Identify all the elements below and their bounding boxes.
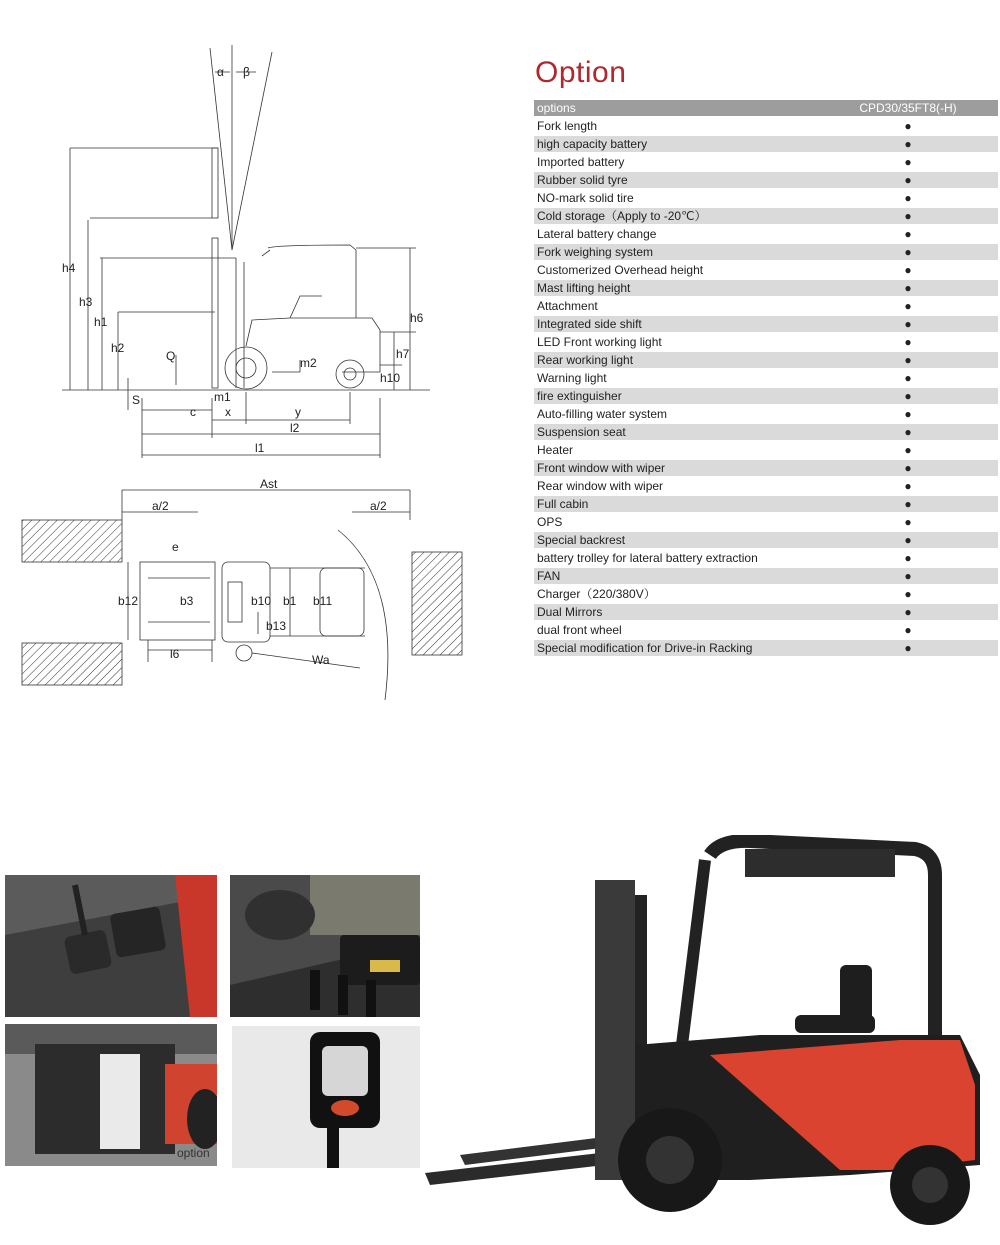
- option-table-header: [534, 100, 998, 116]
- option-row: [534, 550, 998, 566]
- option-label: battery trolley for lateral battery extraction: [537, 551, 758, 565]
- option-mark: ●: [904, 155, 912, 169]
- pedal-photo: [5, 875, 217, 1017]
- b10-label: b10: [251, 594, 272, 608]
- option-mark: ●: [904, 191, 912, 205]
- option-mark: ●: [904, 299, 912, 313]
- option-row: [534, 442, 998, 458]
- option-table: [534, 98, 998, 658]
- option-mark: ●: [848, 496, 998, 512]
- l6-label: l6: [170, 647, 180, 661]
- option-mark: ●: [848, 604, 998, 620]
- option-row: [534, 208, 998, 224]
- option-mark: ●: [848, 640, 998, 656]
- option-row: [534, 424, 998, 440]
- h4-label: h4: [62, 261, 76, 275]
- option-mark: ●: [848, 388, 998, 404]
- h6-label: h6: [410, 311, 424, 325]
- Wa-label: Wa: [312, 653, 330, 667]
- a2-left-label: a/2: [152, 499, 169, 513]
- option-row: [534, 298, 998, 314]
- work-light-photo: [232, 1026, 446, 1168]
- b3-label: b3: [180, 594, 194, 608]
- option-row: [534, 496, 998, 512]
- option-label: Fork length: [537, 119, 598, 133]
- option-mark: ●: [848, 208, 998, 224]
- forklift-photo: [420, 835, 998, 1240]
- option-label: Attachment: [537, 299, 598, 313]
- option-mark: ●: [904, 335, 912, 349]
- a2-right-label: a/2: [370, 499, 387, 513]
- beta-label: β: [243, 65, 250, 79]
- option-label: Cold storage（Apply to -20℃）: [534, 208, 848, 224]
- Q-label: Q: [166, 349, 176, 363]
- option-label: LED Front working light: [537, 335, 662, 349]
- option-row: [534, 334, 998, 350]
- option-row: [534, 172, 998, 188]
- option-label: fire extinguisher: [534, 388, 848, 404]
- option-label: Heater: [537, 443, 574, 457]
- option-mark: ●: [904, 551, 912, 565]
- h7-label: h7: [396, 347, 410, 361]
- option-row: [534, 226, 998, 242]
- Ast-label: Ast: [260, 477, 278, 491]
- option-row: [534, 622, 998, 638]
- option-mark: ●: [904, 371, 912, 385]
- option-mark: ●: [848, 244, 998, 260]
- option-row: [534, 262, 998, 278]
- option-row: [534, 514, 998, 530]
- option-mark: ●: [848, 424, 998, 440]
- c-label: c: [190, 405, 196, 419]
- m1-label: m1: [214, 390, 231, 404]
- option-label: NO-mark solid tire: [537, 191, 634, 205]
- alpha-label: α: [217, 65, 224, 79]
- option-label: Imported battery: [537, 155, 625, 169]
- option-label: Charger（220/380V）: [537, 587, 656, 601]
- h10-label: h10: [380, 371, 401, 385]
- m2-label: m2: [300, 356, 317, 370]
- l2-label: l2: [290, 421, 300, 435]
- option-row: [534, 154, 998, 170]
- option-label: Special modification for Drive-in Racking: [534, 640, 848, 656]
- option-mark: ●: [904, 623, 912, 637]
- x-label: x: [225, 405, 231, 419]
- option-mark: ●: [848, 316, 998, 332]
- option-label: Rubber solid tyre: [534, 172, 848, 188]
- option-row: [534, 586, 998, 602]
- option-mark: ●: [904, 407, 912, 421]
- option-label: Rear window with wiper: [537, 479, 664, 493]
- option-caption: option: [177, 1146, 210, 1160]
- option-label: Rear working light: [534, 352, 848, 368]
- option-title: Option: [535, 56, 627, 89]
- option-label: dual front wheel: [537, 623, 622, 637]
- option-label: Auto-filling water system: [537, 407, 668, 421]
- option-mark: ●: [848, 568, 998, 584]
- h3-label: h3: [79, 295, 93, 309]
- option-row: [534, 640, 998, 656]
- b13-label: b13: [266, 619, 287, 633]
- option-label: Special backrest: [534, 532, 848, 548]
- option-mark: ●: [904, 443, 912, 457]
- forklift-dimension-diagram: [0, 30, 520, 710]
- option-label: OPS: [537, 515, 563, 529]
- option-row: [534, 370, 998, 386]
- option-label: Customerized Overhead height: [537, 263, 704, 277]
- control-panel-photo: [230, 875, 447, 1017]
- option-label: Fork weighing system: [534, 244, 848, 260]
- option-mark: ●: [848, 532, 998, 548]
- option-label: high capacity battery: [534, 136, 848, 152]
- header-options: options: [534, 100, 848, 116]
- option-label: Front window with wiper: [534, 460, 848, 476]
- option-mark: ●: [848, 460, 998, 476]
- option-label: Dual Mirrors: [534, 604, 848, 620]
- option-mark: ●: [848, 136, 998, 152]
- option-label: Warning light: [537, 371, 607, 385]
- option-label: Full cabin: [534, 496, 848, 512]
- option-label: Mast lifting height: [534, 280, 848, 296]
- option-row: [534, 244, 998, 260]
- option-row: [534, 316, 998, 332]
- option-mark: ●: [904, 263, 912, 277]
- option-mark: ●: [848, 352, 998, 368]
- option-row: [534, 352, 998, 368]
- option-row: [534, 406, 998, 422]
- option-row: [534, 190, 998, 206]
- l1-label: l1: [255, 441, 265, 455]
- b11-label: b11: [313, 594, 333, 608]
- option-mark: ●: [904, 119, 912, 133]
- option-mark: ●: [848, 172, 998, 188]
- option-row: [534, 280, 998, 296]
- option-row: [534, 604, 998, 620]
- option-row: [534, 136, 998, 152]
- option-label: FAN: [534, 568, 848, 584]
- option-row: [534, 532, 998, 548]
- option-label: Lateral battery change: [537, 227, 657, 241]
- option-row: [534, 388, 998, 404]
- option-mark: ●: [904, 227, 912, 241]
- y-label: y: [295, 405, 301, 419]
- option-mark: ●: [904, 587, 912, 601]
- e-label: e: [172, 540, 179, 554]
- b12-label: b12: [118, 594, 139, 608]
- b1-label: b1: [283, 594, 297, 608]
- option-row: [534, 460, 998, 476]
- option-mark: ●: [904, 479, 912, 493]
- h1-label: h1: [94, 315, 108, 329]
- S-label: S: [132, 393, 141, 407]
- option-label: Integrated side shift: [534, 316, 848, 332]
- option-mark: ●: [848, 280, 998, 296]
- battery-photo: [5, 1024, 217, 1166]
- h2-label: h2: [111, 341, 125, 355]
- option-mark: ●: [904, 515, 912, 529]
- header-model: CPD30/35FT8(-H): [848, 100, 998, 116]
- option-row: [534, 118, 998, 134]
- option-label: Suspension seat: [534, 424, 848, 440]
- option-row: [534, 568, 998, 584]
- option-row: [534, 478, 998, 494]
